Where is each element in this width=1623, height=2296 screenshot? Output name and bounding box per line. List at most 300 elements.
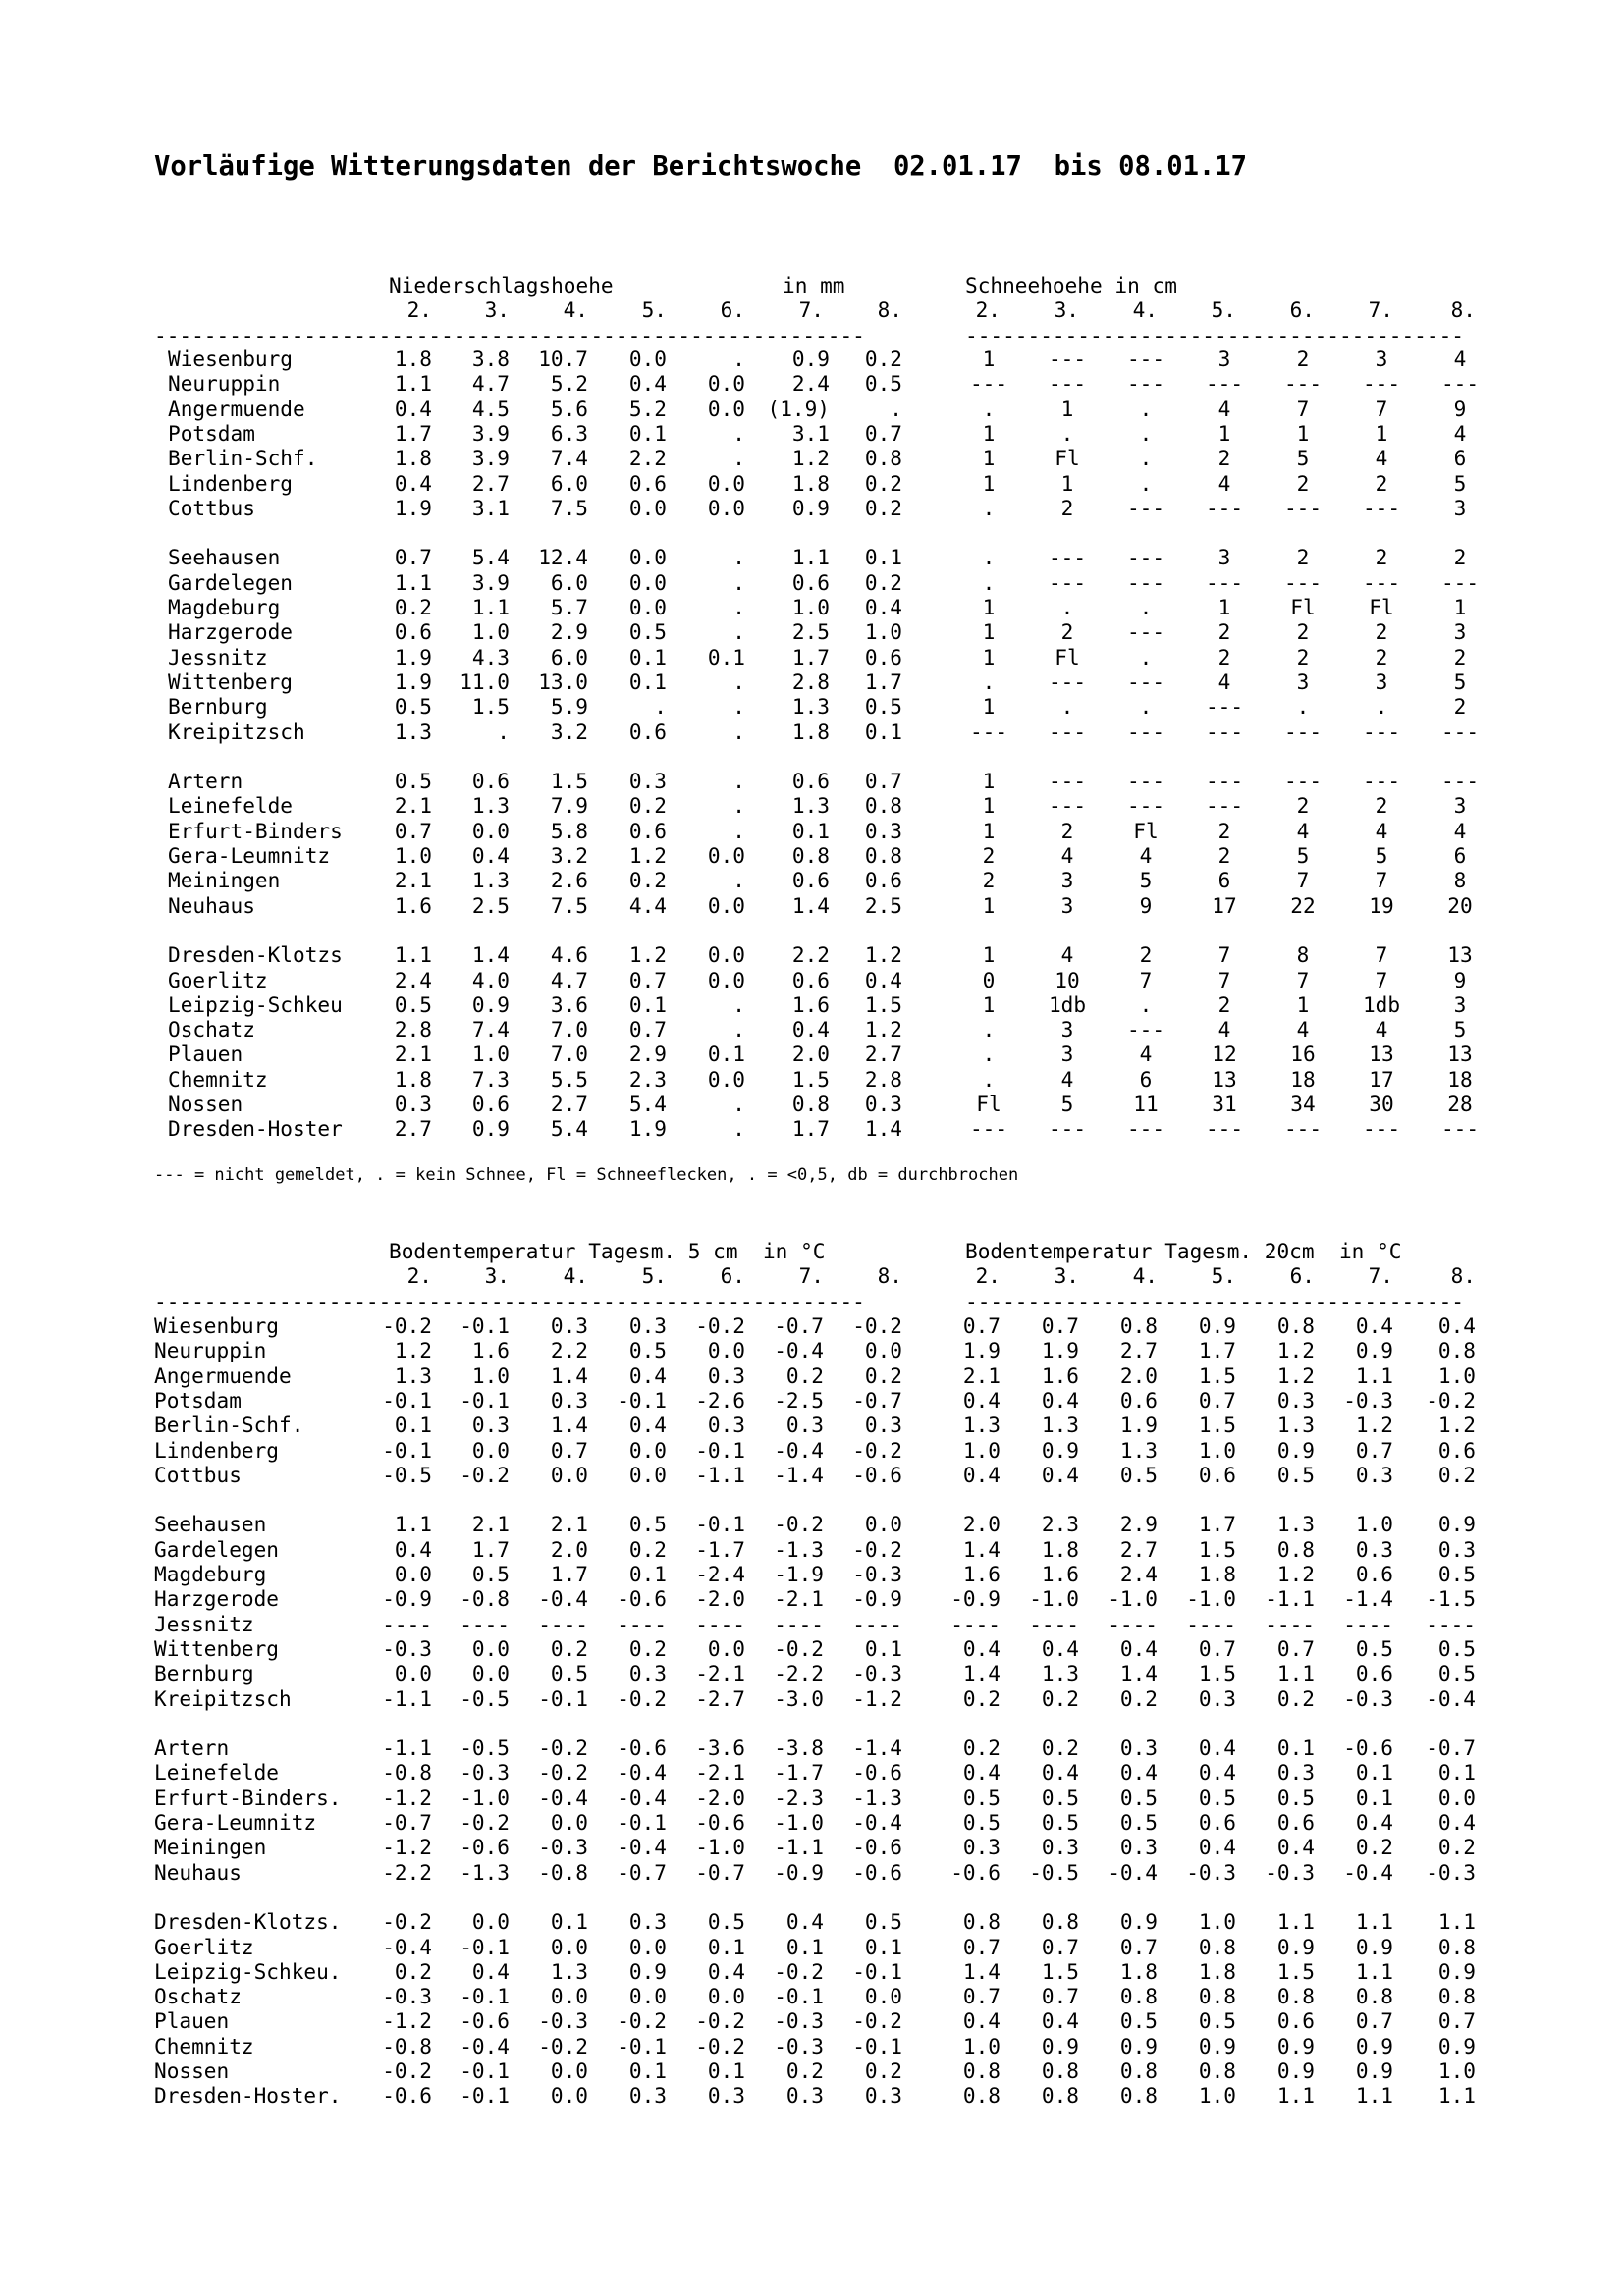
snow-header-label: Schneehoehe in cm (965, 273, 1177, 297)
soil5-value: -1.0 (774, 1810, 824, 1835)
soil20-value: 0.7 (1198, 1635, 1236, 1661)
precip-value: 0.1 (628, 991, 667, 1017)
soil5-value: -0.4 (617, 1760, 667, 1786)
soil20-value: 0.5 (1119, 1785, 1158, 1810)
precip-value: 6.0 (550, 569, 588, 595)
soil20-value: 1.3 (962, 1413, 1001, 1438)
soil20-value: 0.8 (962, 2058, 1001, 2083)
soil20-value: 1.6 (1041, 1562, 1079, 1586)
snow-value: 7 (1296, 967, 1310, 992)
snow-value: 7 (1375, 868, 1388, 893)
soil20-value: 0.2 (1041, 1685, 1079, 1711)
snow-value: 3 (1375, 347, 1388, 371)
soil20-value: 0.4 (1198, 1735, 1236, 1761)
snow-value: 17 (1369, 1066, 1394, 1092)
soil5-value: 1.6 (471, 1338, 510, 1363)
snow-value: 1db (1048, 991, 1087, 1017)
soil5-value: -0.9 (382, 1586, 432, 1612)
precip-value: 0.1 (707, 1041, 745, 1067)
precip-value: 3.9 (471, 420, 510, 446)
soil5-value: 0.1 (864, 1934, 902, 1959)
soil5-value: 0.0 (628, 1984, 667, 2009)
snow-value: Fl (1369, 595, 1394, 619)
snow-value: . (1139, 420, 1153, 446)
soil20-value: 0.9 (1437, 1958, 1476, 1984)
station-name: Gera-Leumnitz (168, 843, 331, 868)
soil20-value: 0.1 (1276, 1735, 1315, 1761)
soil20-value: 1.3 (1119, 1437, 1158, 1463)
soil20-value: 2.4 (1119, 1562, 1158, 1586)
station-name: Nossen (168, 1092, 243, 1116)
soil20-day-header: 7. (1368, 1263, 1393, 1288)
soil5-value: -1.7 (695, 1536, 745, 1562)
soil5-value: 0.2 (864, 1362, 902, 1388)
soil20-value: 0.2 (1437, 1462, 1476, 1487)
snow-value: . (1139, 446, 1153, 471)
snow-value: 4 (1453, 420, 1467, 446)
station-name: Plauen (154, 2008, 230, 2034)
soil5-value: -0.1 (617, 1810, 667, 1835)
precip-value: 0.9 (471, 991, 510, 1017)
snow-value: 4 (1060, 1066, 1074, 1092)
soil5-value: -2.2 (382, 1859, 432, 1885)
snow-value: 4 (1375, 446, 1388, 471)
snow-value: 30 (1369, 1092, 1394, 1116)
snow-value: --- (1283, 769, 1323, 794)
station-name: Dresden-Klotzs (168, 942, 343, 968)
station-name: Magdeburg (168, 595, 281, 619)
soil20-value: -0.6 (1343, 1735, 1393, 1761)
precip-value: 1.8 (394, 347, 432, 371)
snow-value: 13 (1369, 1041, 1394, 1067)
soil5-value: 0.0 (707, 1984, 745, 2009)
soil5-value: -1.4 (774, 1462, 824, 1487)
soil20-value: -0.3 (1426, 1859, 1476, 1885)
soil5-value: 2.1 (550, 1512, 588, 1537)
precip-value: 2.1 (394, 868, 432, 893)
soil5-value: -0.2 (852, 1536, 902, 1562)
precip-value: 0.6 (628, 818, 667, 843)
snow-value: . (1139, 396, 1153, 421)
precip-value: 6.0 (550, 644, 588, 669)
soil5-value: -0.6 (852, 1462, 902, 1487)
precip-value: 0.4 (471, 843, 510, 868)
snow-value: Fl (1055, 644, 1080, 669)
snow-value: --- (1126, 347, 1165, 371)
precip-value: 1.5 (550, 769, 588, 794)
soil20-value: 0.9 (1041, 1437, 1079, 1463)
snow-value: --- (1440, 769, 1480, 794)
station-name: Leipzig-Schkeu (168, 991, 343, 1017)
precip-value: 2.3 (628, 1066, 667, 1092)
snow-value: 2 (1060, 619, 1074, 645)
soil20-value: -0.3 (1343, 1685, 1393, 1711)
soil5-value: 0.0 (864, 1984, 902, 2009)
precip-value: (1.9) (767, 396, 830, 421)
soil20-value: 0.7 (962, 1934, 1001, 1959)
snow-day-header: 3. (1054, 297, 1079, 322)
snow-value: 3 (1453, 991, 1467, 1017)
soil5-value: 1.3 (394, 1362, 432, 1388)
soil20-value: -0.4 (1108, 1859, 1158, 1885)
precip-value: 0.7 (394, 818, 432, 843)
soil5-value: -1.2 (382, 1785, 432, 1810)
snow-value: 1 (982, 446, 996, 471)
soil20-value: 1.0 (1437, 2058, 1476, 2083)
precip-value: 0.6 (791, 769, 830, 794)
precip-value: 5.8 (550, 818, 588, 843)
snow-value: 8 (1453, 868, 1467, 893)
precip-value: 0.3 (628, 769, 667, 794)
snow-value: 1 (982, 694, 996, 720)
snow-value: 2 (982, 868, 996, 893)
precip-value: . (732, 347, 745, 371)
station-name: Lindenberg (154, 1437, 279, 1463)
snow-value: 13 (1447, 1041, 1473, 1067)
station-name: Bernburg (154, 1661, 254, 1686)
precip-value: 6.0 (550, 470, 588, 496)
soil20-value: 0.2 (1119, 1685, 1158, 1711)
precip-value: 4.4 (628, 892, 667, 918)
precip-value: 2.7 (471, 470, 510, 496)
soil20-value: 1.8 (1198, 1958, 1236, 1984)
soil5-value: -3.8 (774, 1735, 824, 1761)
station-name: Artern (168, 769, 243, 794)
precip-value: 2.7 (864, 1041, 902, 1067)
soil20-value: 0.6 (1198, 1462, 1236, 1487)
soil20-value: 0.3 (1437, 1536, 1476, 1562)
soil5-value: ---- (852, 1611, 902, 1636)
precip-value: 1.7 (864, 668, 902, 694)
snow-value: 2 (1296, 470, 1310, 496)
snow-value: --- (1362, 371, 1401, 397)
snow-value: 7 (1375, 396, 1388, 421)
snow-value: Fl (976, 1092, 1001, 1116)
precip-value: 3.8 (471, 347, 510, 371)
precip-value: 3.1 (791, 420, 830, 446)
snow-value: 2 (1139, 942, 1153, 968)
soil20-value: 1.2 (1276, 1362, 1315, 1388)
soil5-value: 0.0 (550, 1984, 588, 2009)
soil5-day-header: 3. (484, 1263, 510, 1288)
soil5-value: 0.1 (785, 1934, 824, 1959)
snow-value: 3 (1060, 1017, 1074, 1042)
soil20-value: 0.9 (1276, 2033, 1315, 2058)
soil20-value: -0.5 (1029, 1859, 1079, 1885)
soil5-value: 0.3 (785, 1413, 824, 1438)
snow-value: 7 (1217, 942, 1231, 968)
station-name: Leinefelde (168, 793, 293, 819)
soil5-value: -0.3 (852, 1562, 902, 1586)
soil5-value: -1.3 (774, 1536, 824, 1562)
snow-value: 3 (1375, 668, 1388, 694)
snow-value: 18 (1290, 1066, 1316, 1092)
snow-value: --- (1205, 694, 1244, 720)
soil20-value: 0.5 (1041, 1785, 1079, 1810)
snow-value: 17 (1212, 892, 1237, 918)
precip-value: 0.8 (864, 446, 902, 471)
soil5-value: 0.2 (628, 1536, 667, 1562)
soil5-value: 0.0 (628, 1462, 667, 1487)
snow-value: --- (1283, 569, 1323, 595)
snow-value: 3 (1217, 347, 1231, 371)
soil20-day-header: 2. (975, 1263, 1001, 1288)
soil20-value: 0.2 (1437, 1835, 1476, 1860)
soil5-value: -2.1 (695, 1760, 745, 1786)
snow-value: --- (1126, 1017, 1165, 1042)
soil20-value: 1.5 (1198, 1413, 1236, 1438)
snow-value: Fl (1290, 595, 1316, 619)
snow-value: --- (1205, 719, 1244, 744)
soil5-value: -0.2 (852, 1437, 902, 1463)
snow-value: . (1296, 694, 1310, 720)
precip-value: 2.5 (791, 619, 830, 645)
precip-value: 0.6 (471, 769, 510, 794)
soil5-value: 0.2 (785, 2058, 824, 2083)
snow-value: 2 (1375, 644, 1388, 669)
soil5-value: -2.6 (695, 1387, 745, 1413)
station-name: Wittenberg (168, 668, 293, 694)
soil20-value: 2.0 (1119, 1362, 1158, 1388)
precip-value: 0.5 (394, 991, 432, 1017)
soil5-value: 0.3 (628, 1661, 667, 1686)
soil20-value: 1.7 (1198, 1338, 1236, 1363)
soil20-value: 0.2 (962, 1685, 1001, 1711)
precip-value: 0.9 (791, 495, 830, 520)
soil20-value: 0.9 (1198, 1313, 1236, 1338)
soil5-value: -0.4 (852, 1810, 902, 1835)
soil20-value: 1.5 (1198, 1536, 1236, 1562)
station-name: Goerlitz (154, 1934, 254, 1959)
precip-value: 0.6 (791, 967, 830, 992)
precip-value: 0.6 (394, 619, 432, 645)
soil20-value: 1.2 (1276, 1562, 1315, 1586)
snow-value: 4 (1217, 1017, 1231, 1042)
snow-value: 5 (1296, 843, 1310, 868)
soil20-value: 0.4 (1198, 1760, 1236, 1786)
soil5-value: 1.1 (394, 1512, 432, 1537)
station-name: Berlin-Schf. (168, 446, 318, 471)
precip-value: 5.5 (550, 1066, 588, 1092)
snow-value: . (982, 1066, 996, 1092)
precip-value: . (732, 769, 745, 794)
snow-value: 4 (1060, 942, 1074, 968)
soil5-value: -0.3 (774, 2033, 824, 2058)
soil20-value: 0.5 (1041, 1810, 1079, 1835)
soil20-value: 0.7 (1276, 1635, 1315, 1661)
precip-value: . (732, 868, 745, 893)
soil5-value: -2.1 (774, 1586, 824, 1612)
soil5-value: 0.5 (707, 1909, 745, 1935)
soil20-value: 1.4 (1119, 1661, 1158, 1686)
soil20-value: 1.2 (1276, 1338, 1315, 1363)
soil20-value: 0.8 (1198, 2058, 1236, 2083)
soil5-value: -0.2 (538, 1760, 588, 1786)
snow-value: 5 (1060, 1092, 1074, 1116)
soil20-value: 0.2 (1276, 1685, 1315, 1711)
snow-value: 2 (1375, 545, 1388, 570)
soil20-value: 0.4 (962, 1387, 1001, 1413)
precip-value: 1.7 (791, 1116, 830, 1142)
snow-value: 1db (1362, 991, 1401, 1017)
snow-value: --- (1283, 495, 1323, 520)
precip-value: 0.1 (628, 644, 667, 669)
precip-value: 3.9 (471, 569, 510, 595)
soil20-value: 0.9 (1355, 2058, 1393, 2083)
soil20-value: 1.1 (1355, 1909, 1393, 1935)
snow-value: --- (1048, 371, 1087, 397)
snow-value: 4 (1453, 818, 1467, 843)
precip-value: 2.5 (864, 892, 902, 918)
soil5-value: 0.0 (864, 1338, 902, 1363)
snow-value: 6 (1217, 868, 1231, 893)
snow-value: --- (969, 1116, 1008, 1142)
snow-value: 2 (1296, 347, 1310, 371)
soil5-value: -1.2 (382, 2008, 432, 2034)
snow-value: 4 (1453, 347, 1467, 371)
soil20-value: ---- (1029, 1611, 1079, 1636)
soil20-value: 1.9 (962, 1338, 1001, 1363)
precip-value: 4.3 (471, 644, 510, 669)
soil20-value: 0.3 (1276, 1387, 1315, 1413)
soil20-value: -1.0 (1108, 1586, 1158, 1612)
soil20-value: 0.8 (1119, 2083, 1158, 2109)
precip-value: 0.6 (628, 719, 667, 744)
soil20-value: 1.3 (1041, 1661, 1079, 1686)
soil5-value: 0.0 (550, 1462, 588, 1487)
soil5-value: -0.3 (538, 1835, 588, 1860)
soil20-value: -0.6 (950, 1859, 1001, 1885)
soil20-value: 0.5 (962, 1785, 1001, 1810)
soil20-value: 0.9 (1437, 2033, 1476, 2058)
soil20-value: 0.8 (1041, 1909, 1079, 1935)
soil20-value: 1.5 (1276, 1958, 1315, 1984)
precip-value: 7.5 (550, 495, 588, 520)
snow-value: 18 (1447, 1066, 1473, 1092)
soil5-value: -2.7 (695, 1685, 745, 1711)
snow-day-header: 4. (1132, 297, 1158, 322)
soil20-value: 2.0 (962, 1512, 1001, 1537)
station-name: Dresden-Klotzs. (154, 1909, 342, 1935)
soil5-value: -0.6 (460, 1835, 510, 1860)
soil5-value: 0.3 (550, 1313, 588, 1338)
precip-value: . (732, 446, 745, 471)
snow-value: . (1060, 420, 1074, 446)
soil5-value: -2.4 (695, 1562, 745, 1586)
soil5-value: -0.6 (852, 1859, 902, 1885)
soil5-value: ---- (617, 1611, 667, 1636)
soil20-value: 0.8 (1198, 1984, 1236, 2009)
soil20-value: 1.3 (1041, 1413, 1079, 1438)
soil20-value: -0.3 (1265, 1859, 1315, 1885)
snow-value: 7 (1296, 868, 1310, 893)
soil20-value: 0.3 (1119, 1735, 1158, 1761)
precip-value: 2.6 (550, 868, 588, 893)
snow-value: 5 (1453, 470, 1467, 496)
precip-value: 1.7 (394, 420, 432, 446)
soil5-value: -0.1 (460, 1387, 510, 1413)
snow-value: 31 (1212, 1092, 1237, 1116)
soil20-value: 0.8 (1041, 2083, 1079, 2109)
snow-value: 2 (1060, 818, 1074, 843)
soil20-value: 0.9 (1355, 2033, 1393, 2058)
precip-value: 5.4 (471, 545, 510, 570)
precip-value: 0.1 (791, 818, 830, 843)
precip-value: 0.1 (628, 668, 667, 694)
precip-value: 0.4 (394, 396, 432, 421)
soil5-value: 0.1 (864, 1635, 902, 1661)
precip-value: 7.5 (550, 892, 588, 918)
soil20-value: 0.9 (1355, 1338, 1393, 1363)
snow-value: --- (1048, 719, 1087, 744)
soil20-value: 0.4 (1355, 1810, 1393, 1835)
soil5-value: -0.4 (460, 2033, 510, 2058)
soil5-value: -3.6 (695, 1735, 745, 1761)
snow-day-header: 6. (1289, 297, 1315, 322)
soil5-value: 0.4 (707, 1958, 745, 1984)
snow-value: --- (1048, 769, 1087, 794)
soil5-value: -0.7 (617, 1859, 667, 1885)
soil20-value: 0.6 (1355, 1661, 1393, 1686)
soil20-value: 1.1 (1355, 1362, 1393, 1388)
precip-day-header: 8. (877, 297, 902, 322)
soil20-value: 0.6 (1198, 1810, 1236, 1835)
snow-value: 3 (1060, 868, 1074, 893)
station-name: Cottbus (168, 495, 255, 520)
precip-value: . (732, 694, 745, 720)
soil20-value: 0.8 (1437, 1934, 1476, 1959)
soil5-value: -0.8 (460, 1586, 510, 1612)
snow-value: . (1139, 991, 1153, 1017)
snow-value: . (1060, 595, 1074, 619)
soil5-value: 0.1 (550, 1909, 588, 1935)
soil20-value: 0.6 (1276, 1810, 1315, 1835)
soil20-value: 0.9 (1276, 1437, 1315, 1463)
snow-value: 1 (982, 793, 996, 819)
soil5-value: -2.1 (695, 1661, 745, 1686)
precip-value: 2.9 (628, 1041, 667, 1067)
snow-value: 4 (1375, 818, 1388, 843)
precip-value: 2.5 (471, 892, 510, 918)
snow-value: 2 (982, 843, 996, 868)
soil20-value: 0.5 (1276, 1785, 1315, 1810)
precip-value: 10.7 (538, 347, 588, 371)
precip-value: 0.0 (707, 1066, 745, 1092)
soil20-separator: ---------------------------------------- (965, 1289, 1464, 1313)
precip-value: 4.7 (550, 967, 588, 992)
precip-value: 0.0 (707, 495, 745, 520)
soil5-value: 0.3 (707, 1362, 745, 1388)
precip-value: 0.8 (791, 843, 830, 868)
soil5-value: -1.3 (460, 1859, 510, 1885)
snow-value: 10 (1055, 967, 1080, 992)
soil5-value: 0.0 (628, 1934, 667, 1959)
snow-value: --- (1362, 495, 1401, 520)
station-name: Seehausen (154, 1512, 267, 1537)
precip-value: 2.4 (791, 371, 830, 397)
precip-day-header: 2. (406, 297, 432, 322)
soil20-value: ---- (950, 1611, 1001, 1636)
precip-value: 0.1 (628, 420, 667, 446)
soil20-value: 1.3 (1276, 1413, 1315, 1438)
soil20-value: 0.7 (1437, 2008, 1476, 2034)
precip-value: 0.2 (864, 569, 902, 595)
precip-value: 0.0 (707, 470, 745, 496)
soil5-value: -0.4 (617, 1785, 667, 1810)
soil20-value: 2.9 (1119, 1512, 1158, 1537)
snow-value: 2 (1375, 793, 1388, 819)
precip-value: 0.2 (864, 495, 902, 520)
